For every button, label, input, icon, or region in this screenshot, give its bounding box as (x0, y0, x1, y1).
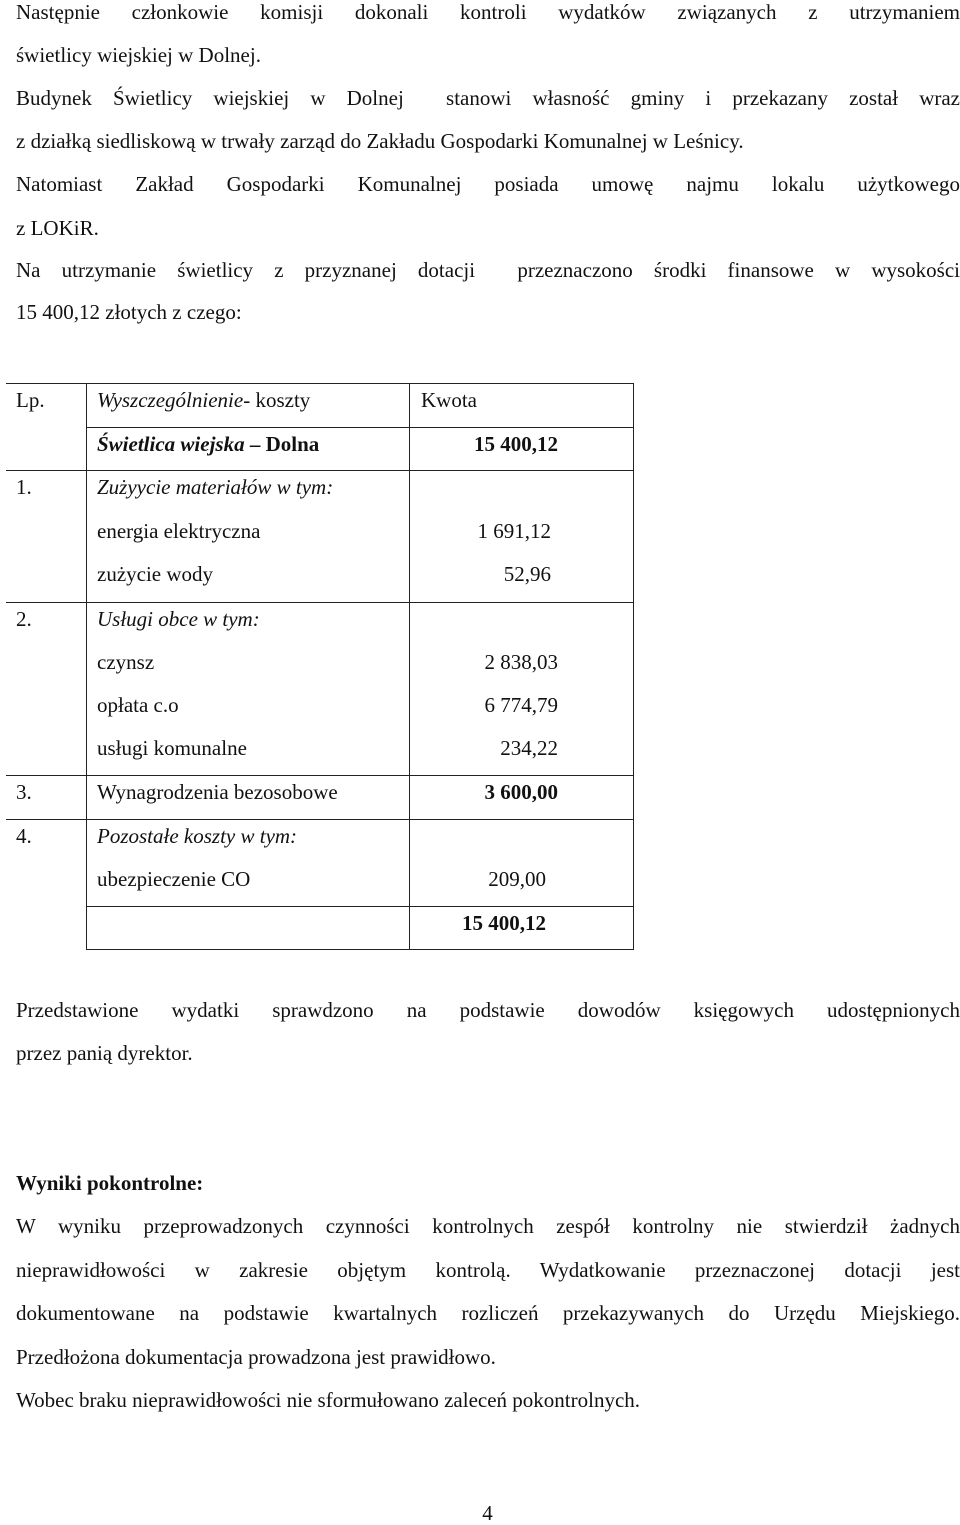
unit-name-italic: Świetlica wiejska (97, 432, 245, 456)
g2-r3-amount: 234,22 (500, 736, 558, 760)
results-line-3: dokumentowane na podstawie kwartalnych rozliczeń przekazywanych do Urzędu Miejskiego. (16, 1301, 960, 1325)
unit-name (97, 432, 319, 456)
g1-r1-amount: 1 691,12 (477, 519, 551, 543)
g1-r1-label: energia elektryczna (97, 519, 261, 543)
g2-r2-label: opłata c.o (97, 693, 179, 717)
g4-lp: 4. (16, 824, 32, 848)
g1-lp: 1. (16, 475, 32, 499)
g2-r1-amount: 2 838,03 (484, 650, 558, 674)
results-line-4: Przedłożona dokumentacja prowadzona jest prawidłowo. (16, 1345, 496, 1369)
paragraph-1-line-1: Następnie członkowie komisji dokonali kontroli wydatków związanych z utrzymaniem (16, 0, 960, 24)
after-table-line-2: przez panią dyrektor. (16, 1041, 193, 1065)
g3-label: Wynagrodzenia bezosobowe (97, 780, 338, 804)
unit-name-rest: – Dolna (244, 432, 320, 456)
g1-r2-label: zużycie wody (97, 562, 214, 586)
g2-r1-label: czynsz (97, 650, 155, 674)
g2-title: Usługi obce w tym: (97, 607, 260, 631)
table-total: 15 400,12 (462, 911, 546, 935)
paragraph-1-line-2: świetlicy wiejskiej w Dolnej. (16, 43, 261, 67)
g1-r2-amount: 52,96 (503, 562, 551, 586)
results-line-1: W wyniku przeprowadzonych czynności kontrolnych zespół kontrolny nie stwierdził żadnych (16, 1214, 960, 1238)
header-item-rest: - koszty (243, 388, 311, 412)
paragraph-2-line-2: z działką siedliskową w trwały zarząd do Zakładu Gospodarki Komunalnej w Leśnicy. (16, 129, 744, 153)
g2-r2-amount: 6 774,79 (484, 693, 558, 717)
results-heading: Wyniki pokontrolne: (16, 1171, 204, 1195)
results-line-5: Wobec braku nieprawidłowości nie sformułowano zaleceń pokontrolnych. (16, 1388, 641, 1412)
header-amount: Kwota (421, 388, 477, 412)
paragraph-2-line-1: Budynek Świetlicy wiejskiej w Dolnej stanowi własność gminy i przekazany został wraz (16, 86, 960, 110)
g3-lp: 3. (16, 780, 32, 804)
g4-title: Pozostałe koszty w tym: (97, 824, 298, 848)
paragraph-4-line-1: Na utrzymanie świetlicy z przyznanej dotacji przeznaczono środki finansowe w wysokości (16, 258, 960, 282)
unit-amount: 15 400,12 (474, 432, 558, 456)
g4-r1-amount: 209,00 (488, 867, 546, 891)
paragraph-3-line-1: Natomiast Zakład Gospodarki Komunalnej posiada umowę najmu lokalu użytkowego (16, 172, 960, 196)
g2-lp: 2. (16, 607, 32, 631)
paragraph-4-line-2: 15 400,12 złotych z czego: (16, 300, 242, 324)
after-table-line-1: Przedstawione wydatki sprawdzono na podstawie dowodów księgowych udostępnionych (16, 998, 960, 1022)
results-line-2: nieprawidłowości w zakresie objętym kontrolą. Wydatkowanie przeznaczonej dotacji jest (16, 1258, 960, 1282)
header-item (97, 388, 310, 412)
g1-title: Zużyycie materiałów w tym: (97, 475, 334, 499)
header-lp: Lp. (16, 388, 45, 412)
paragraph-3-line-2: z LOKiR. (16, 216, 99, 240)
g4-r1-label: ubezpieczenie CO (97, 867, 251, 891)
g3-amount: 3 600,00 (484, 780, 558, 804)
g2-r3-label: usługi komunalne (97, 736, 247, 760)
page-number: 4 (482, 1501, 493, 1525)
header-item-italic: Wyszczególnienie (97, 388, 244, 412)
